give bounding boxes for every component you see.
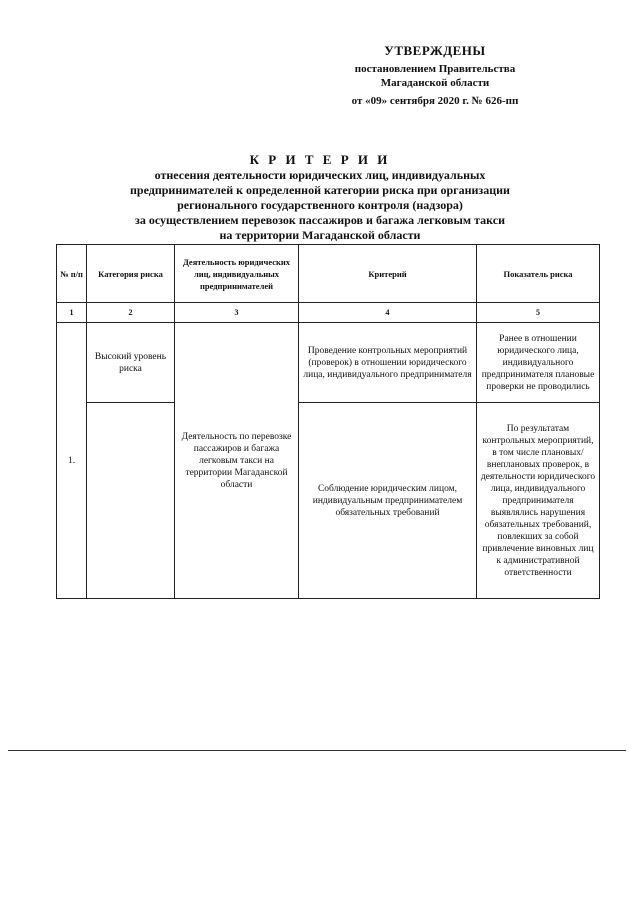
subtitle-line-2: предпринимателей к определенной категории риска при организации: [130, 183, 510, 197]
header-risk-category: Категория риска: [87, 245, 175, 303]
approval-line-2: Магаданской области: [380, 77, 490, 89]
approval-line-1: постановлением Правительства: [354, 63, 516, 75]
column-number-row: [57, 303, 600, 323]
column-number: 3: [175, 303, 299, 323]
activity-description: Деятельность по перевозке пассажиров и багажа легковым такси на территории Магаданской области: [175, 323, 299, 599]
table-row: [57, 323, 600, 403]
subtitle-line-3: регионального государственного контроля (надзора): [177, 198, 463, 212]
subtitle-line-5: на территории Магаданской области: [219, 228, 421, 242]
table-header-row: [57, 245, 600, 303]
criteria-table: [56, 244, 600, 599]
approval-line-3: от «09» сентября 2020 г. № 626-пп: [351, 95, 519, 107]
indicator-cell: Ранее в отношении юридического лица, индивидуального предпринимателя плановые проверки не проводились: [477, 323, 600, 403]
row-number: 1.: [57, 323, 87, 599]
header-criterion: Критерий: [299, 245, 477, 303]
column-number: 2: [87, 303, 175, 323]
column-number: 1: [57, 303, 87, 323]
indicator-cell: По результатам контрольных мероприятий, в том числе плановых/ внеплановых проверок, в деятельности юридического лица, индивидуального предпринимателя выявлялись нарушения обязательных требований, повлекших за собой привлечение виновных лиц к административной ответственности: [477, 403, 600, 599]
document-title: К Р И Т Е Р И И: [249, 152, 391, 167]
approval-title: УТВЕРЖДЕНЫ: [384, 43, 486, 58]
column-number: 4: [299, 303, 477, 323]
subtitle-line-1: отнесения деятельности юридических лиц, индивидуальных: [154, 168, 486, 182]
criterion-cell: Проведение контрольных мероприятий (проверок) в отношении юридического лица, индивидуального предпринимателя: [299, 323, 477, 403]
column-number: 5: [477, 303, 600, 323]
header-number: № п/п: [57, 245, 87, 303]
table-row: [57, 403, 600, 599]
header-activity: Деятельность юридических лиц, индивидуальных предпринимателей: [175, 245, 299, 303]
risk-category-empty: [87, 403, 175, 599]
subtitle-line-4: за осуществлением перевозок пассажиров и багажа легковым такси: [135, 213, 505, 227]
risk-category: Высокий уровень риска: [87, 323, 175, 403]
footer-divider: [8, 750, 626, 751]
criterion-cell: Соблюдение юридическим лицом, индивидуальным предпринимателем обязательных требований: [299, 403, 477, 599]
header-risk-indicator: Показатель риска: [477, 245, 600, 303]
